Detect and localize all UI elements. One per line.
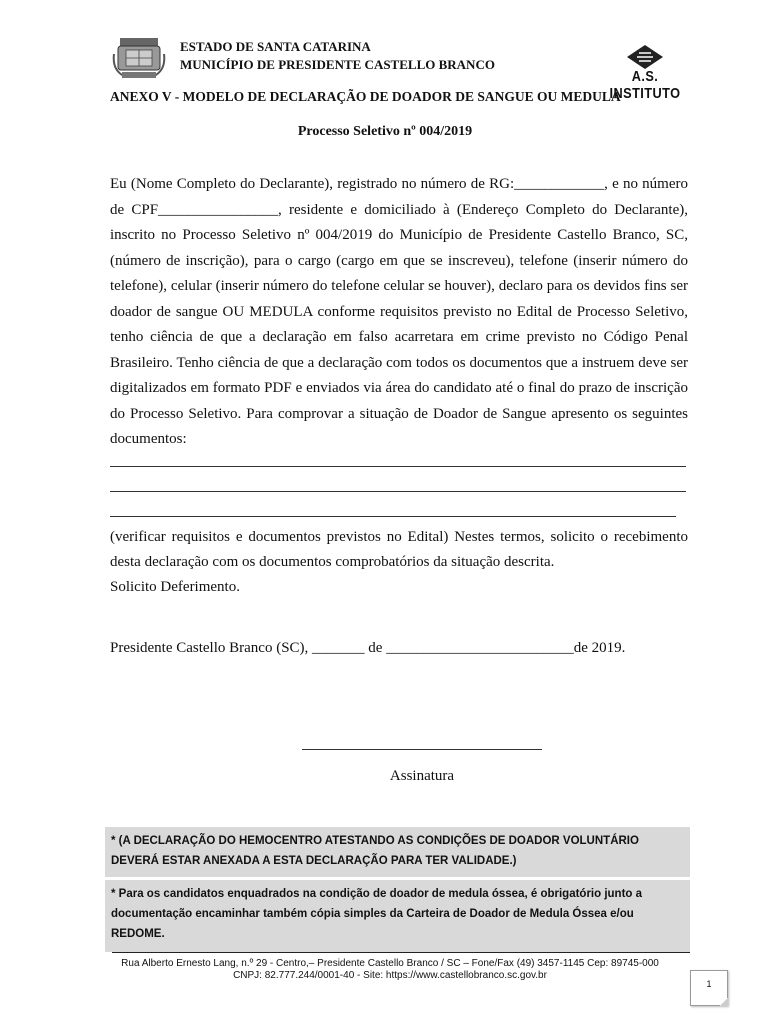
state-name: ESTADO DE SANTA CATARINA [180,39,371,54]
municipality-name: MUNICÍPIO DE PRESIDENTE CASTELLO BRANCO [180,57,495,72]
annex-title: ANEXO V - MODELO DE DECLARAÇÃO DE DOADOR DE SANGUE OU MEDULA [110,89,621,104]
process-title: Processo Seletivo nº 004/2019 [297,124,473,139]
notes-box [105,827,690,952]
note-medula: * Para os candidatos enquadrados na condição de doador de medula óssea, é obrigatório junto a documentação encaminhar também cópia simples da Carteira de Doador de Medula Óssea e/ou REDOME. [105,877,690,952]
signature-line [302,749,542,750]
footer-cnpj: CNPJ: 82.777.244/0001-40 - Site: https://www.castellobranco.sc.gov.br [233,970,547,981]
institute-diamond-icon [625,44,665,70]
document-blank-line-2 [110,491,686,492]
footer [80,958,700,982]
page-number: 1 [690,970,728,1006]
declaration-body [110,172,688,453]
footer-divider [112,952,690,953]
closing-paragraph: (verificar requisitos e documentos previstos no Edital) Nestes termos, solicito o recebimento desta declaração com os documentos comprobatórios da situação descrita. [110,529,688,570]
institute-logo-text: A.S. INSTITUTO [609,68,681,102]
document-blank-line-3 [110,516,676,517]
signature-label: Assinatura [389,768,455,784]
closing-text [110,525,688,600]
request-text: Solicito Deferimento. [110,579,240,595]
institute-logo [600,44,690,102]
document-blank-line-1 [110,466,686,467]
document-header [180,38,495,74]
declaration-paragraph: Eu (Nome Completo do Declarante), registrado no número de RG:____________, e no número de CPF________________, residente e domiciliado à (Endereço Completo do Declarante), inscrito no Processo Seletivo nº 004/2019 do Município de Presidente Castello Branco, SC, (número de inscrição), para o cargo (cargo em que se inscreveu), telefone (inserir número do telefone), celular (inserir número do telefone celular se houver), declaro para os devidos fins ser doador de sangue OU MEDULA conforme requisitos previsto no Edital de Processo Seletivo, tenho ciência de que a declaração em falso acarretara em crime previsto no Código Penal Brasileiro. Tenho ciência de que a declaração com todos os documentos que a instruem deve ser digitalizados em formato PDF e enviados via área do candidato até o final do prazo de inscrição do Processo Seletivo. Para comprovar a situação de Doador de Sangue apresento os seguintes documentos: [110,176,688,447]
footer-address: Rua Alberto Ernesto Lang, n.º 29 - Centro,– Presidente Castello Branco / SC – Fone/Fax (49) 3457-1145 Cep: 89745-000 [121,958,659,969]
note-hemocentro: * (A DECLARAÇÃO DO HEMOCENTRO ATESTANDO AS CONDIÇÕES DE DOADOR VOLUNTÁRIO DEVERÁ ESTAR ANEXADA A ESTA DECLARAÇÃO PARA TER VALIDADE.) [111,835,639,867]
municipal-crest-icon [112,34,166,82]
date-line: Presidente Castello Branco (SC), _______ de _________________________de 2019. [110,640,626,656]
